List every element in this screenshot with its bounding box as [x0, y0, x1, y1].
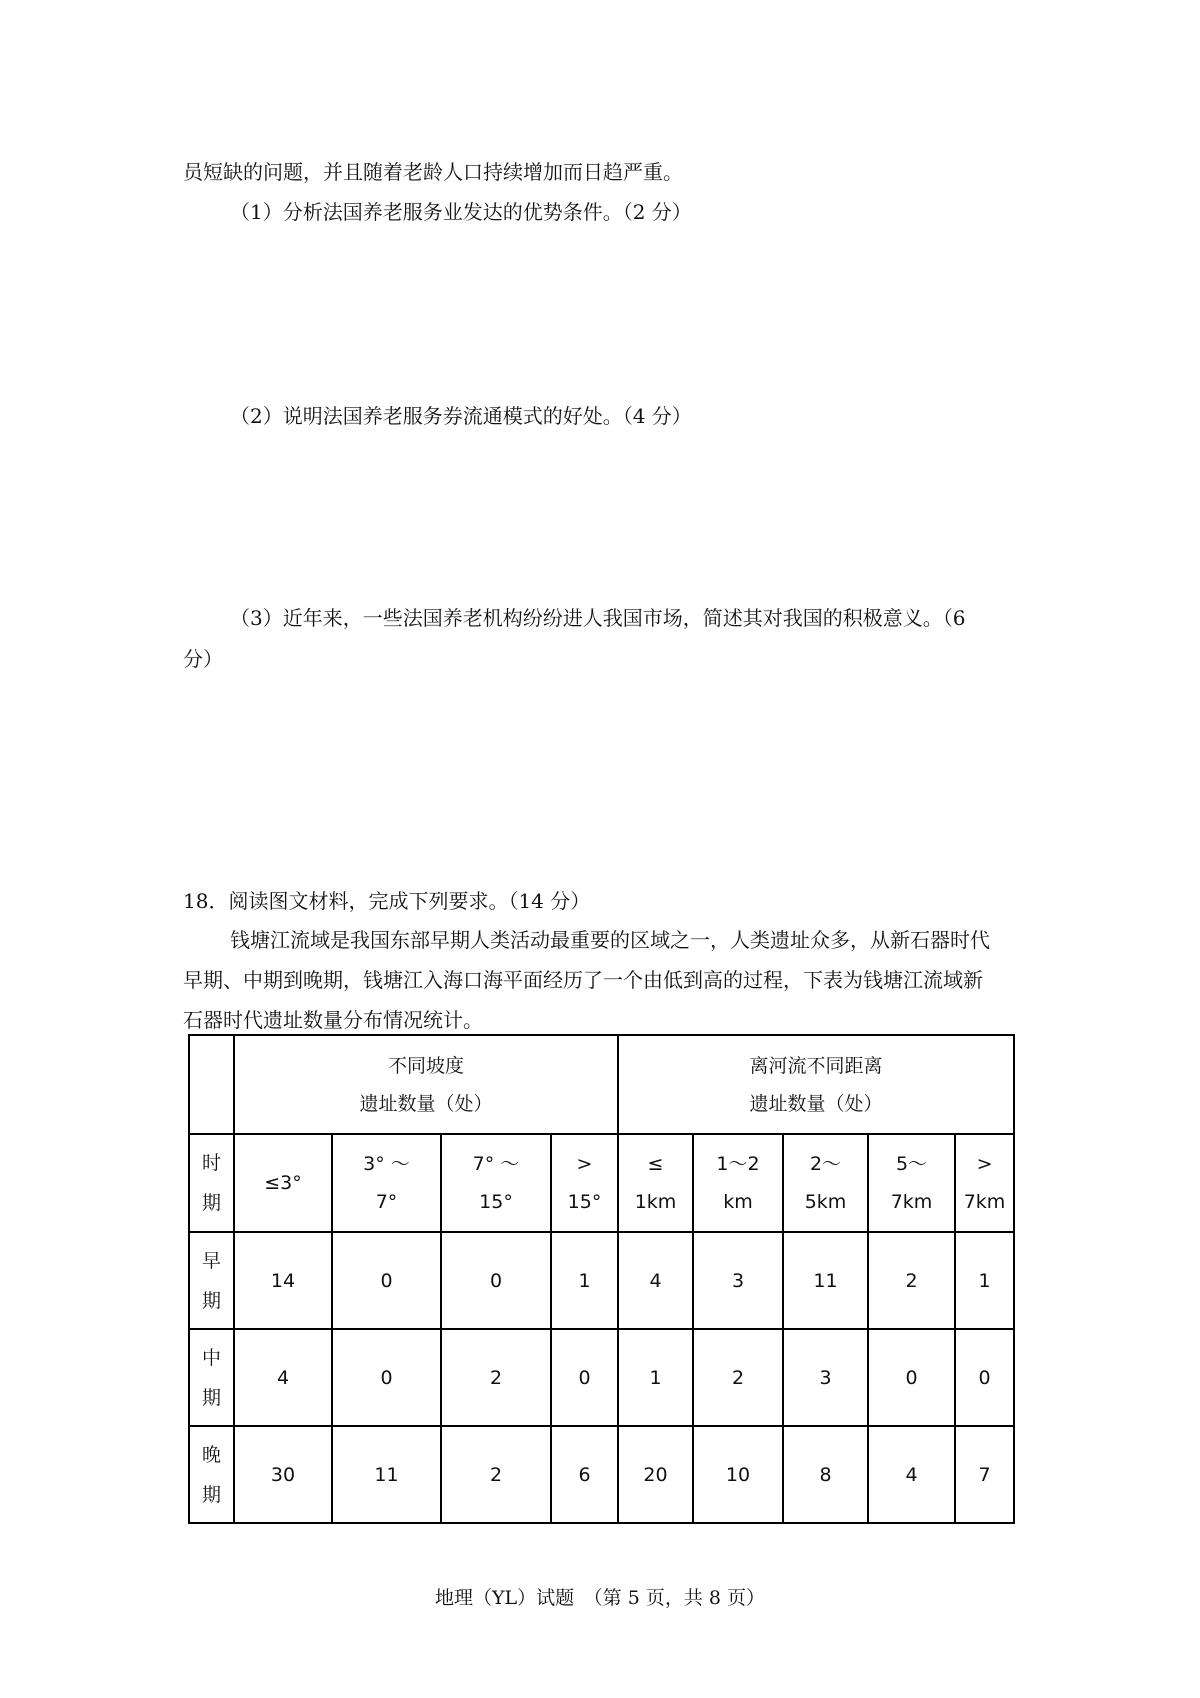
question-17-3-line2: 分）	[183, 647, 223, 671]
question-18-heading: 18．阅读图文材料，完成下列要求。（14 分）	[183, 889, 591, 913]
table-cell: 2	[868, 1232, 955, 1329]
table-cell: 0	[332, 1232, 441, 1329]
table-row	[189, 1426, 1014, 1523]
col-header-dist-2-5: 2～ 5km	[783, 1134, 868, 1232]
table-cell: 11	[783, 1232, 868, 1329]
table-cell: 3	[693, 1232, 783, 1329]
table-cell: 4	[618, 1232, 693, 1329]
table-cell: 6	[551, 1426, 618, 1523]
col-header-slope-7-15: 7° ～ 15°	[441, 1134, 551, 1232]
table-row	[189, 1329, 1014, 1426]
table-cell: 10	[693, 1426, 783, 1523]
table-cell: 1	[551, 1232, 618, 1329]
material-line-3: 石器时代遗址数量分布情况统计。	[183, 1008, 483, 1032]
question-17-1: （1）分析法国养老服务业发达的优势条件。（2 分）	[230, 200, 692, 224]
table-cell: 4	[868, 1426, 955, 1523]
table-cell: 20	[618, 1426, 693, 1523]
col-header-dist-gt7: > 7km	[955, 1134, 1014, 1232]
table-cell: 2	[441, 1329, 551, 1426]
row-label-late: 晚 期	[189, 1426, 234, 1523]
col-header-slope-le3: ≤3°	[234, 1134, 332, 1232]
col-header-dist-1-2: 1～2 km	[693, 1134, 783, 1232]
col-header-dist-le1: ≤ 1km	[618, 1134, 693, 1232]
question-17-2: （2）说明法国养老服务券流通模式的好处。（4 分）	[230, 404, 692, 428]
period-header: 时 期	[189, 1134, 234, 1232]
corner-cell	[189, 1035, 234, 1134]
col-header-slope-gt15: > 15°	[551, 1134, 618, 1232]
table-cell: 1	[618, 1329, 693, 1426]
col-header-slope-3-7: 3° ～ 7°	[332, 1134, 441, 1232]
table-cell: 7	[955, 1426, 1014, 1523]
material-line-2: 早期、中期到晚期，钱塘江入海口海平面经历了一个由低到高的过程，下表为钱塘江流域新	[183, 968, 983, 992]
table-cell: 2	[693, 1329, 783, 1426]
distance-group-header: 离河流不同距离 遗址数量（处）	[618, 1035, 1014, 1134]
table-cell: 2	[441, 1426, 551, 1523]
row-label-early: 早 期	[189, 1232, 234, 1329]
page-footer: 地理（YL）试题 （第 5 页，共 8 页）	[435, 1587, 765, 1609]
table-cell: 3	[783, 1329, 868, 1426]
table-cell: 1	[955, 1232, 1014, 1329]
table-cell: 0	[955, 1329, 1014, 1426]
col-header-dist-5-7: 5～ 7km	[868, 1134, 955, 1232]
question-17-3-line1: （3）近年来，一些法国养老机构纷纷进人我国市场，简述其对我国的积极意义。（6	[230, 606, 966, 630]
material-line-1: 钱塘江流域是我国东部早期人类活动最重要的区域之一，人类遗址众多，从新石器时代	[230, 928, 990, 952]
table-cell: 0	[551, 1329, 618, 1426]
table-cell: 0	[441, 1232, 551, 1329]
table-row	[189, 1232, 1014, 1329]
table-cell: 14	[234, 1232, 332, 1329]
slope-group-header: 不同坡度 遗址数量（处）	[234, 1035, 618, 1134]
table-cell: 30	[234, 1426, 332, 1523]
table-cell: 11	[332, 1426, 441, 1523]
paragraph-continuation: 员短缺的问题，并且随着老龄人口持续增加而日趋严重。	[183, 160, 683, 184]
site-count-table	[188, 1034, 1015, 1524]
table-cell: 4	[234, 1329, 332, 1426]
row-label-middle: 中 期	[189, 1329, 234, 1426]
table-cell: 8	[783, 1426, 868, 1523]
table-cell: 0	[332, 1329, 441, 1426]
table-cell: 0	[868, 1329, 955, 1426]
